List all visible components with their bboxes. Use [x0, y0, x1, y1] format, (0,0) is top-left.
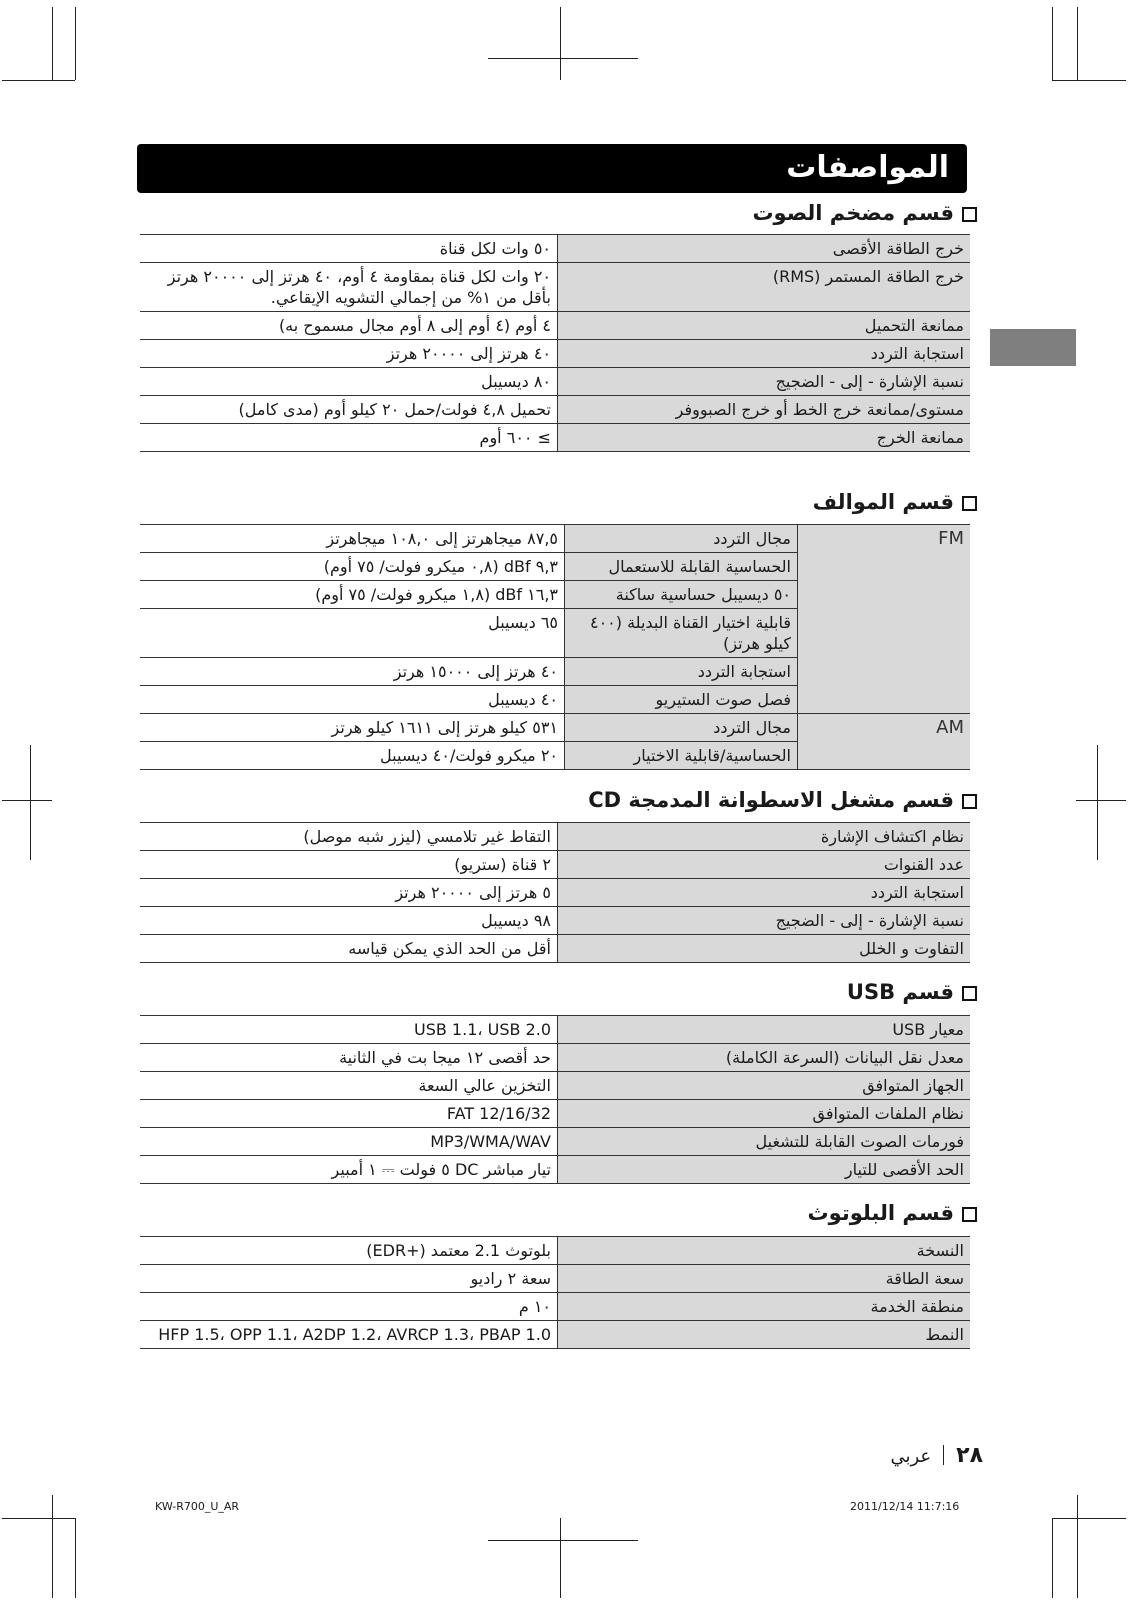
spec-label: استجابة التردد: [558, 879, 971, 907]
table-row: [140, 263, 970, 312]
band-label-text: AM: [936, 717, 964, 738]
spec-label: الجهاز المتوافق: [558, 1072, 971, 1100]
spec-label: الحساسية القابلة للاستعمال: [565, 553, 798, 581]
spec-label: استجابة التردد: [558, 340, 971, 368]
band-label: [798, 525, 971, 714]
crop-mark: [1077, 1495, 1078, 1598]
spec-label: ٥٠ ديسيبل حساسية ساكنة: [565, 581, 798, 609]
page-title-bar: [137, 144, 967, 193]
spec-value: USB 1.1، USB 2.0: [140, 1016, 558, 1044]
spec-value: ٢٠ ميكرو فولت/٤٠ ديسيبل: [140, 742, 565, 770]
table-row: [140, 1128, 970, 1156]
spec-label: ممانعة التحميل: [558, 312, 971, 340]
crop-mark: [1052, 1518, 1053, 1598]
crop-mark: [1097, 745, 1098, 860]
page-number: ٢٨عربي: [890, 1443, 983, 1468]
spec-value: ٥ هرتز إلى ٢٠٠٠٠ هرتز: [140, 879, 558, 907]
spec-value: ٤٠ ديسيبل: [140, 686, 565, 714]
table-row: [140, 340, 970, 368]
spec-value: ١٠ م: [140, 1293, 558, 1321]
spec-value: أقل من الحد الذي يمكن قياسه: [140, 935, 558, 963]
crop-mark: [1052, 7, 1053, 80]
section-bullet-icon: [962, 207, 977, 222]
language-side-tab: [990, 329, 1076, 366]
table-row: [140, 1016, 970, 1044]
amp-spec-table: [140, 234, 970, 452]
spec-label: معدل نقل البيانات (السرعة الكاملة): [558, 1044, 971, 1072]
spec-label: نسبة الإشارة - إلى - الضجيج: [558, 907, 971, 935]
crop-mark: [30, 745, 31, 860]
table-row: [140, 907, 970, 935]
table-row: [140, 312, 970, 340]
table-row: [140, 1265, 970, 1293]
spec-value: ١٦,٣ dBf (١,٨ ميكرو فولت/ ٧٥ أوم): [140, 581, 565, 609]
spec-label: نسبة الإشارة - إلى - الضجيج: [558, 368, 971, 396]
bt-spec-table: [140, 1236, 970, 1349]
spec-label: مجال التردد: [565, 525, 798, 553]
spec-label: قابلية اختيار القناة البديلة (٤٠٠ كيلو هرتز): [565, 609, 798, 658]
spec-label: خرج الطاقة المستمر (RMS): [558, 263, 971, 312]
spec-value: ٤٠ هرتز إلى ١٥٠٠٠ هرتز: [140, 658, 565, 686]
spec-value: التقاط غير تلامسي (ليزر شبه موصل): [140, 823, 558, 851]
spec-value: تحميل ٤,٨ فولت/حمل ٢٠ كيلو أوم (مدى كامل): [140, 396, 558, 424]
table-row: [140, 525, 970, 553]
spec-label: التفاوت و الخلل: [558, 935, 971, 963]
crop-mark: [2, 1518, 75, 1519]
table-row: [140, 1044, 970, 1072]
section-amp-heading: قسم مضخم الصوت: [140, 198, 977, 228]
spec-value: MP3/WMA/WAV: [140, 1128, 558, 1156]
spec-label: فصل صوت الستيريو: [565, 686, 798, 714]
crop-mark: [1076, 800, 1126, 801]
section-bullet-icon: [962, 986, 977, 1001]
band-label: [798, 714, 971, 770]
spec-value: ٩٨ ديسيبل: [140, 907, 558, 935]
spec-value: ٤٠ هرتز إلى ٢٠٠٠٠ هرتز: [140, 340, 558, 368]
page-title: المواصفات: [786, 150, 949, 185]
band-label-text: FM: [938, 528, 964, 549]
spec-label: استجابة التردد: [565, 658, 798, 686]
crop-mark: [52, 1495, 53, 1598]
spec-value: ٤ أوم (٤ أوم إلى ٨ أوم مجال مسموح به): [140, 312, 558, 340]
spec-label: عدد القنوات: [558, 851, 971, 879]
spec-label: خرج الطاقة الأقصى: [558, 235, 971, 263]
table-row: [140, 1321, 970, 1349]
spec-value: ≥ ٦٠٠ أوم: [140, 424, 558, 452]
spec-label: مستوى/ممانعة خرج الخط أو خرج الصبووفر: [558, 396, 971, 424]
section-bullet-icon: [962, 496, 977, 511]
tuner-spec-table: [140, 524, 970, 770]
crop-mark: [1052, 80, 1126, 81]
table-row: [140, 714, 970, 742]
crop-mark: [52, 7, 53, 80]
spec-value: ٢٠ وات لكل قناة بمقاومة ٤ أوم، ٤٠ هرتز إلى ٢٠٠٠٠ هرتز بأقل من ١% من إجمالي التشويه الإيقاعي.: [140, 263, 558, 312]
spec-label: فورمات الصوت القابلة للتشغيل: [558, 1128, 971, 1156]
spec-label: النسخة: [558, 1237, 971, 1265]
table-row: [140, 235, 970, 263]
table-row: [140, 823, 970, 851]
table-row: [140, 1156, 970, 1184]
crop-mark: [488, 1540, 638, 1541]
footer-file-name: KW-R700_U_AR: [155, 1500, 240, 1513]
spec-value: HFP 1.5، OPP 1.1، A2DP 1.2، AVRCP 1.3، PBAP 1.0: [140, 1321, 558, 1349]
table-row: [140, 424, 970, 452]
usb-spec-table: [140, 1015, 970, 1184]
spec-value: ٢ قناة (ستريو): [140, 851, 558, 879]
spec-value: ٥٣١ كيلو هرتز إلى ١٦١١ كيلو هرتز: [140, 714, 565, 742]
crop-mark: [1077, 7, 1078, 80]
cd-spec-table: [140, 822, 970, 963]
table-row: [140, 1237, 970, 1265]
spec-value: سعة ٢ راديو: [140, 1265, 558, 1293]
section-cd-heading: قسم مشغل الاسطوانة المدمجة CD: [140, 785, 977, 815]
spec-label: نظام الملفات المتوافق: [558, 1100, 971, 1128]
table-row: [140, 879, 970, 907]
spec-value: ٨٠ ديسيبل: [140, 368, 558, 396]
table-row: [140, 1293, 970, 1321]
table-row: [140, 935, 970, 963]
spec-label: منطقة الخدمة: [558, 1293, 971, 1321]
table-row: [140, 851, 970, 879]
spec-value: حد أقصى ١٢ ميجا بت في الثانية: [140, 1044, 558, 1072]
crop-mark: [75, 1518, 76, 1598]
spec-label: مجال التردد: [565, 714, 798, 742]
section-usb-heading: قسم USB: [140, 977, 977, 1007]
table-row: [140, 1072, 970, 1100]
table-row: [140, 396, 970, 424]
table-row: [140, 1100, 970, 1128]
footer-datetime: 2011/12/14 11:7:16: [850, 1500, 960, 1513]
spec-label: سعة الطاقة: [558, 1265, 971, 1293]
spec-value: ٩,٣ dBf (٠,٨ ميكرو فولت/ ٧٥ أوم): [140, 553, 565, 581]
crop-mark: [75, 7, 76, 80]
spec-label: النمط: [558, 1321, 971, 1349]
spec-value: FAT 12/16/32: [140, 1100, 558, 1128]
section-bullet-icon: [962, 794, 977, 809]
spec-value: ٨٧,٥ ميجاهرتز إلى ١٠٨,٠ ميجاهرتز: [140, 525, 565, 553]
table-row: [140, 368, 970, 396]
spec-label: معيار USB: [558, 1016, 971, 1044]
spec-value: ٥٠ وات لكل قناة: [140, 235, 558, 263]
spec-value: ٦٥ ديسيبل: [140, 609, 565, 658]
section-bullet-icon: [962, 1207, 977, 1222]
spec-value: بلوتوث 2.1 معتمد (+EDR): [140, 1237, 558, 1265]
crop-mark: [560, 7, 561, 80]
crop-mark: [1052, 1518, 1126, 1519]
spec-value: التخزين عالي السعة: [140, 1072, 558, 1100]
spec-label: الحد الأقصى للتيار: [558, 1156, 971, 1184]
spec-value: تيار مباشر DC ٥ فولت ⎓ ١ أمبير: [140, 1156, 558, 1184]
crop-mark: [2, 80, 75, 81]
section-tuner-heading: قسم الموالف: [140, 487, 977, 517]
crop-mark: [2, 800, 52, 801]
crop-mark: [560, 1518, 561, 1598]
crop-mark: [488, 58, 638, 59]
spec-label: الحساسية/قابلية الاختيار: [565, 742, 798, 770]
spec-label: ممانعة الخرج: [558, 424, 971, 452]
section-bt-heading: قسم البلوتوث: [140, 1198, 977, 1228]
spec-label: نظام اكتشاف الإشارة: [558, 823, 971, 851]
